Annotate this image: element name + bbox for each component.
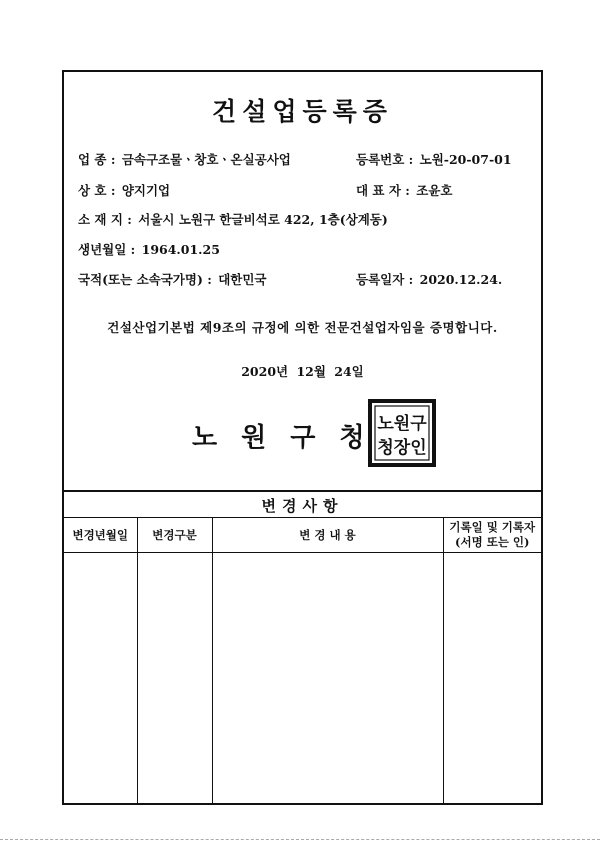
company-value: 양지기업 — [121, 183, 171, 198]
reg-date-row — [356, 270, 502, 288]
company-row — [78, 181, 170, 199]
birth-label: 생년월일 : — [78, 242, 136, 257]
certificate-frame — [62, 70, 543, 805]
col-record-line1: 기록일 및 기록자 — [449, 520, 536, 534]
reg-no-value: 노원-20-07-01 — [419, 152, 512, 167]
company-label: 상 호 : — [78, 183, 116, 198]
page-bottom-divider — [0, 839, 600, 840]
business-type-row — [78, 150, 291, 168]
birth-row — [78, 240, 220, 258]
ceo-label: 대 표 자 : — [356, 183, 410, 198]
ceo-value: 조윤호 — [416, 183, 453, 198]
certificate-title: 건설업등록증 — [212, 97, 393, 126]
col-change-date: 변경년월일 — [64, 518, 137, 553]
nationality-row — [78, 270, 267, 288]
svg-text:노원구: 노원구 — [377, 414, 427, 434]
reg-date-value: 2020.12.24. — [419, 272, 503, 287]
ceo-row — [356, 181, 453, 199]
changes-table — [64, 518, 541, 804]
svg-text:청장인: 청장인 — [377, 438, 427, 458]
issue-date: 2020년 12월 24일 — [241, 364, 364, 379]
nationality-value: 대한민국 — [218, 272, 267, 287]
changes-section-title: 변경사항 — [64, 490, 541, 518]
changes-header-row — [64, 518, 541, 553]
cell-change-date — [64, 553, 137, 805]
reg-date-label: 등록일자 : — [356, 272, 414, 287]
issuer-name: 노원구청 — [192, 423, 389, 453]
nationality-label: 국적(또는 소속국가명) : — [78, 272, 212, 287]
col-change-content: 변 경 내 용 — [212, 518, 443, 553]
cell-change-type — [137, 553, 212, 805]
col-record — [443, 518, 541, 553]
reg-no-label: 등록번호 : — [356, 152, 414, 167]
business-type-value: 금속구조물ㆍ창호ㆍ온실공사업 — [121, 152, 291, 167]
address-label: 소 재 지 : — [78, 212, 132, 227]
certificate-statement: 건설산업기본법 제9조의 규정에 의한 전문건설업자임을 증명합니다. — [107, 320, 498, 335]
birth-value: 1964.01.25 — [141, 242, 220, 257]
cell-change-content — [212, 553, 443, 805]
official-seal-icon — [368, 399, 436, 467]
cell-record — [443, 553, 541, 805]
address-row — [78, 210, 388, 228]
address-value: 서울시 노원구 한글비석로 422, 1층(상계동) — [138, 212, 388, 227]
col-change-type: 변경구분 — [137, 518, 212, 553]
business-type-label: 업 종 : — [78, 152, 116, 167]
changes-empty-row — [64, 553, 541, 805]
reg-no-row — [356, 150, 512, 168]
col-record-line2: (서명 또는 인) — [455, 535, 530, 549]
